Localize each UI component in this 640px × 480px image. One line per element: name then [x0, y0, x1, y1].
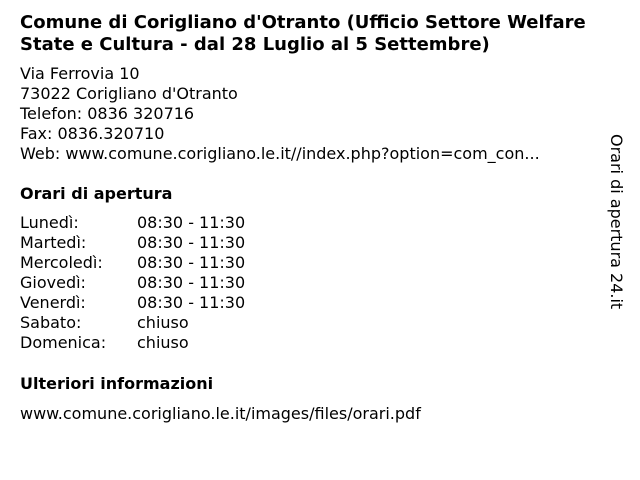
- day-hours: 08:30 - 11:30: [137, 273, 246, 292]
- fax-number: Fax: 0836.320710: [20, 124, 165, 143]
- watermark-text: Orari di apertura 24.it: [607, 134, 626, 310]
- day-hours: chiuso: [137, 333, 189, 352]
- hours-row-thursday: [20, 273, 245, 293]
- opening-hours-table: [20, 213, 245, 353]
- address-street: Via Ferrovia 10: [20, 64, 140, 83]
- hours-row-saturday: [20, 313, 245, 333]
- day-label: Lunedì:: [20, 213, 79, 232]
- page-title: Comune di Corigliano d'Otranto (Ufficio Settore Welfare State e Cultura - dal 28 Luglio al 5 Settembre): [20, 12, 586, 55]
- hours-row-friday: [20, 293, 245, 313]
- more-info-heading: Ulteriori informazioni: [20, 374, 214, 393]
- hours-row-wednesday: [20, 253, 245, 273]
- day-label: Martedì:: [20, 233, 87, 252]
- day-hours: 08:30 - 11:30: [137, 293, 246, 312]
- address-city: 73022 Corigliano d'Otranto: [20, 84, 238, 103]
- day-label: Mercoledì:: [20, 253, 103, 272]
- hours-row-tuesday: [20, 233, 245, 253]
- day-hours: 08:30 - 11:30: [137, 253, 246, 272]
- day-hours: 08:30 - 11:30: [137, 233, 246, 252]
- day-label: Venerdì:: [20, 293, 86, 312]
- opening-hours-heading: Orari di apertura: [20, 184, 173, 203]
- address-block: [20, 64, 610, 164]
- hours-row-monday: [20, 213, 245, 233]
- day-label: Domenica:: [20, 333, 107, 352]
- day-label: Sabato:: [20, 313, 82, 332]
- site-watermark: [600, 134, 630, 330]
- day-hours: chiuso: [137, 313, 189, 332]
- website-link[interactable]: Web: www.comune.corigliano.le.it//index.php?option=com_con...: [20, 144, 540, 163]
- day-label: Giovedì:: [20, 273, 86, 292]
- hours-row-sunday: [20, 333, 245, 353]
- phone-number: Telefon: 0836 320716: [20, 104, 195, 123]
- more-info-link[interactable]: www.comune.corigliano.le.it/images/files/orari.pdf: [20, 404, 421, 423]
- day-hours: 08:30 - 11:30: [137, 213, 246, 232]
